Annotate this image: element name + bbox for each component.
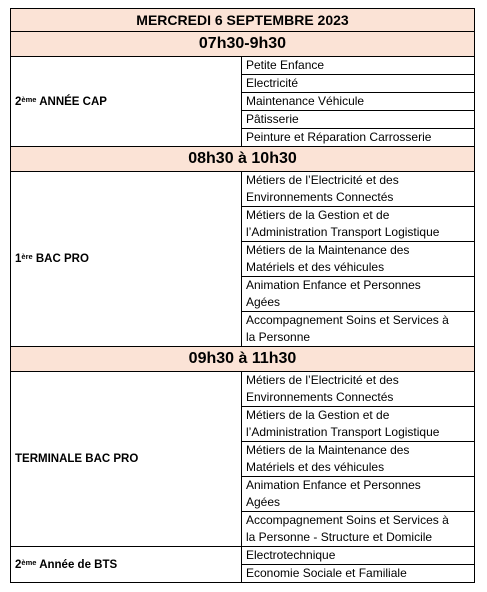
level-ordinal: ère (21, 252, 33, 261)
program-line: Métiers de la Gestion et de (246, 208, 390, 222)
program-line: la Personne (246, 330, 311, 344)
program-cell (242, 207, 475, 242)
program-line: Electricité (246, 76, 299, 90)
level-cell (11, 172, 242, 347)
program-line: Métiers de la Maintenance des (246, 243, 410, 257)
program-line: Métiers de l’Electricité et des (246, 373, 399, 387)
program-line: Pâtisserie (246, 112, 299, 126)
program-line: Animation Enfance et Personnes (246, 278, 421, 292)
program-line: Accompagnement Soins et Services à (246, 313, 449, 327)
program-line: Petite Enfance (246, 58, 325, 72)
program-cell (242, 547, 475, 565)
program-line: Agées (246, 495, 281, 509)
program-line: l’Administration Transport Logistique (246, 425, 440, 439)
program-line: Peinture et Réparation Carrosserie (246, 130, 432, 144)
program-line: Métiers de l’Electricité et des (246, 173, 399, 187)
program-cell (242, 75, 475, 93)
level-label: BAC PRO (35, 253, 89, 265)
time-slot-row (11, 147, 475, 172)
program-cell (242, 242, 475, 277)
program-line: l’Administration Transport Logistique (246, 225, 440, 239)
program-line: Matériels et des véhicules (246, 260, 385, 274)
level-ordinal: ème (21, 94, 37, 104)
program-line: Environnements Connectés (246, 190, 394, 204)
schedule-table (10, 8, 475, 583)
program-cell (242, 277, 475, 312)
program-cell (242, 172, 475, 207)
level-cell (11, 57, 242, 147)
program-cell (242, 312, 475, 347)
program-cell (242, 57, 475, 75)
program-line: Environnements Connectés (246, 390, 394, 404)
program-line: Electrotechnique (246, 548, 336, 562)
level-label: ANNÉE CAP (39, 95, 107, 108)
program-line: Economie Sociale et Familiale (246, 566, 407, 580)
time-slot-header: 08h30 à 10h30 (11, 147, 475, 172)
schedule-body (11, 9, 475, 583)
level-cell (11, 372, 242, 547)
program-line: la Personne - Structure et Domicile (246, 530, 433, 544)
program-line: Métiers de la Maintenance des (246, 443, 410, 457)
program-cell (242, 93, 475, 111)
level-number: 2 (15, 558, 22, 571)
program-cell (242, 407, 475, 442)
time-slot-row (11, 32, 475, 57)
program-cell (242, 111, 475, 129)
program-line: Animation Enfance et Personnes (246, 478, 421, 492)
time-slot-row (11, 347, 475, 372)
program-line: Métiers de la Gestion et de (246, 408, 390, 422)
program-line: Agées (246, 295, 281, 309)
program-cell (242, 477, 475, 512)
program-cell (242, 512, 475, 547)
level-ordinal: ème (21, 557, 37, 567)
schedule-title: MERCREDI 6 SEPTEMBRE 2023 (11, 9, 475, 32)
program-cell (242, 129, 475, 147)
program-row (11, 57, 475, 75)
time-slot-header: 07h30-9h30 (11, 32, 475, 57)
program-line: Maintenance Véhicule (246, 94, 365, 108)
program-row (11, 372, 475, 407)
program-cell (242, 565, 475, 583)
program-row (11, 172, 475, 207)
program-line: Matériels et des véhicules (246, 460, 385, 474)
program-row (11, 547, 475, 565)
level-cell (11, 547, 242, 583)
level-label: TERMINALE BAC PRO (15, 453, 139, 465)
program-cell (242, 442, 475, 477)
level-number: 1 (15, 253, 22, 265)
time-slot-header: 09h30 à 11h30 (11, 347, 475, 372)
level-label: Année de BTS (39, 558, 118, 571)
program-line: Accompagnement Soins et Services à (246, 513, 449, 527)
program-cell (242, 372, 475, 407)
title-row (11, 9, 475, 32)
level-number: 2 (15, 95, 22, 108)
